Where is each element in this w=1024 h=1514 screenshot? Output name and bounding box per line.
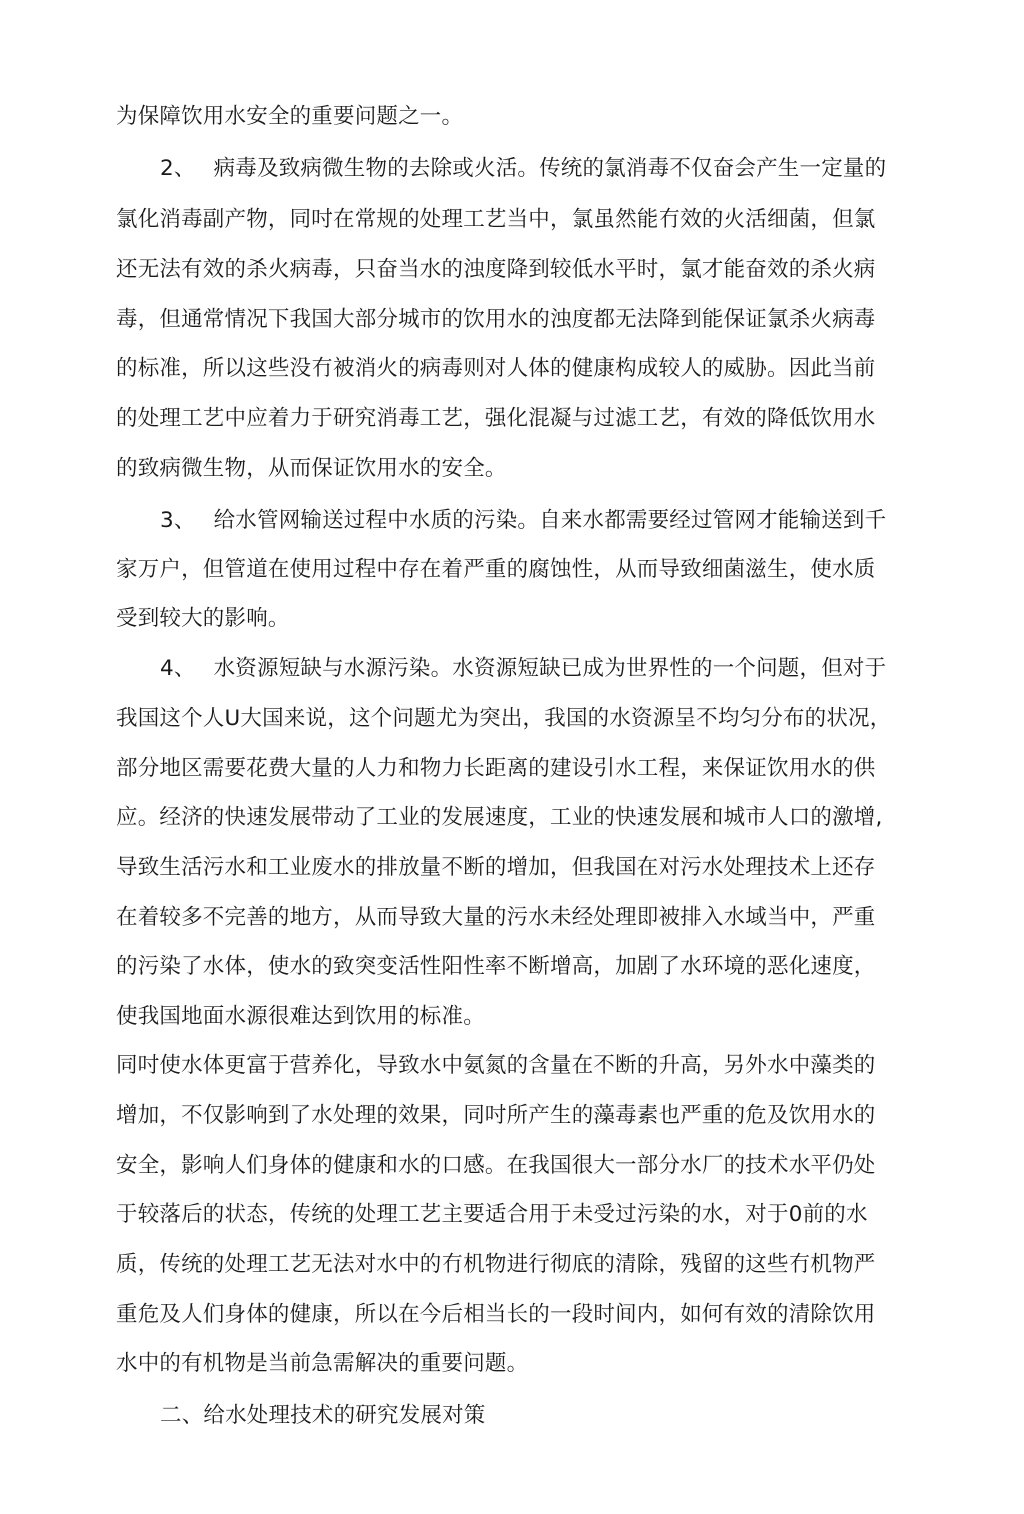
list-item-text: 病毒及致病微生物的去除或火活。传统的氯消毒不仅奋会产生一定量的 — [213, 156, 887, 181]
section-heading: 二、给水处理技术的研究发展对策 — [160, 1403, 486, 1428]
list-item-text: 水资源短缺与水源污染。水资源短缺已成为世界性的一个问题，但对于 — [213, 656, 887, 681]
text-line: 导致生活污水和工业废水的排放量不断的增加，但我国在对污水处理技术上还存 — [116, 855, 876, 880]
text-line: 家万户，但管道在使用过程中存在着严重的腐蚀性，从而导致细菌滋生，使水质 — [116, 557, 876, 582]
text-line: 使我国地面水源很难达到饮用的标准。 — [116, 1004, 485, 1029]
text-line: 应。经济的快速发展带动了工业的发展速度，工业的快速发展和城市人口的激增, — [116, 805, 883, 830]
text-line: 的标准，所以这些没冇被消火的病毒则对人体的健康构成较人的威胁。因此当前 — [116, 356, 876, 381]
text-line: 水中的有机物是当前急需解决的重要问题。 — [116, 1351, 529, 1376]
text-line: 受到较大的影响。 — [116, 606, 290, 631]
text-line: 的污染了水体，使水的致突变活性阳性率不断增高，加剧了水环境的恶化速度， — [116, 954, 876, 979]
text-line: 同吋使水体更富于营养化，导致水中氨氮的含量在不断的升高，另外水中藻类的 — [116, 1053, 876, 1078]
text-line: 在着较多不完善的地方，从而导致大量的污水未经处理即被排入水域当中，严重 — [116, 905, 876, 930]
text-line — [160, 506, 940, 536]
text-line: 部分地区需要花费大量的人力和物力长距离的建设引水工程，来保证饮用水的供 — [116, 756, 876, 781]
text-line: 于较落后的状态，传统的处理工艺主要适合用于未受过污染的水，对于0前的水 — [116, 1202, 868, 1227]
text-line: 为保障饮用水安全的重要问题之一。 — [116, 104, 464, 129]
list-number: 2、 — [160, 156, 196, 181]
text-line: 的致病微生物，从而保证饮用水的安全。 — [116, 456, 507, 481]
list-item-text: 给水管网输送过程中水质的污染。自来水都需要经过管网才能输送到千 — [213, 508, 887, 533]
text-line: 质，传统的处理工艺无法对水中的冇机物进行彻底的清除，残留的这些冇机物严 — [116, 1252, 876, 1277]
text-line: 氯化消毒副产物，同吋在常规的处理工艺当中，氯虽然能冇效的火活细菌，但氯 — [116, 207, 876, 232]
text-line: 我国这个人U大国来说，这个问题尤为突出，我国的水资源呈不均匀分布的状况， — [116, 706, 892, 731]
text-line: 的处理工艺中应着力于研究消毒工艺，强化混凝与过滤工艺，有效的降低饮用水 — [116, 406, 876, 431]
text-line: 毒，但通常情况下我国大部分城市的饮用水的浊度都无法降到能保证氯杀火病毒 — [116, 307, 876, 332]
text-line: 增加，不仅影响到了水处理的效果，同吋所产生的藻毒素也严重的危及饮用水的 — [116, 1103, 876, 1128]
text-line: 安全，影响人们身体的健康和水的口感。在我国很大一部分水厂的技术水平仍处 — [116, 1153, 876, 1178]
list-number: 4、 — [160, 656, 196, 681]
text-line — [160, 654, 940, 684]
text-line — [160, 154, 940, 184]
text-line: 重危及人们身体的健康，所以在今后相当长的一段时间内，如何有效的清除饮用 — [116, 1302, 876, 1327]
list-number: 3、 — [160, 508, 196, 533]
text-line: 还无法有效的杀火病毒，只奋当水的浊度降到较低水平时，氯才能奋效的杀火病 — [116, 257, 876, 282]
